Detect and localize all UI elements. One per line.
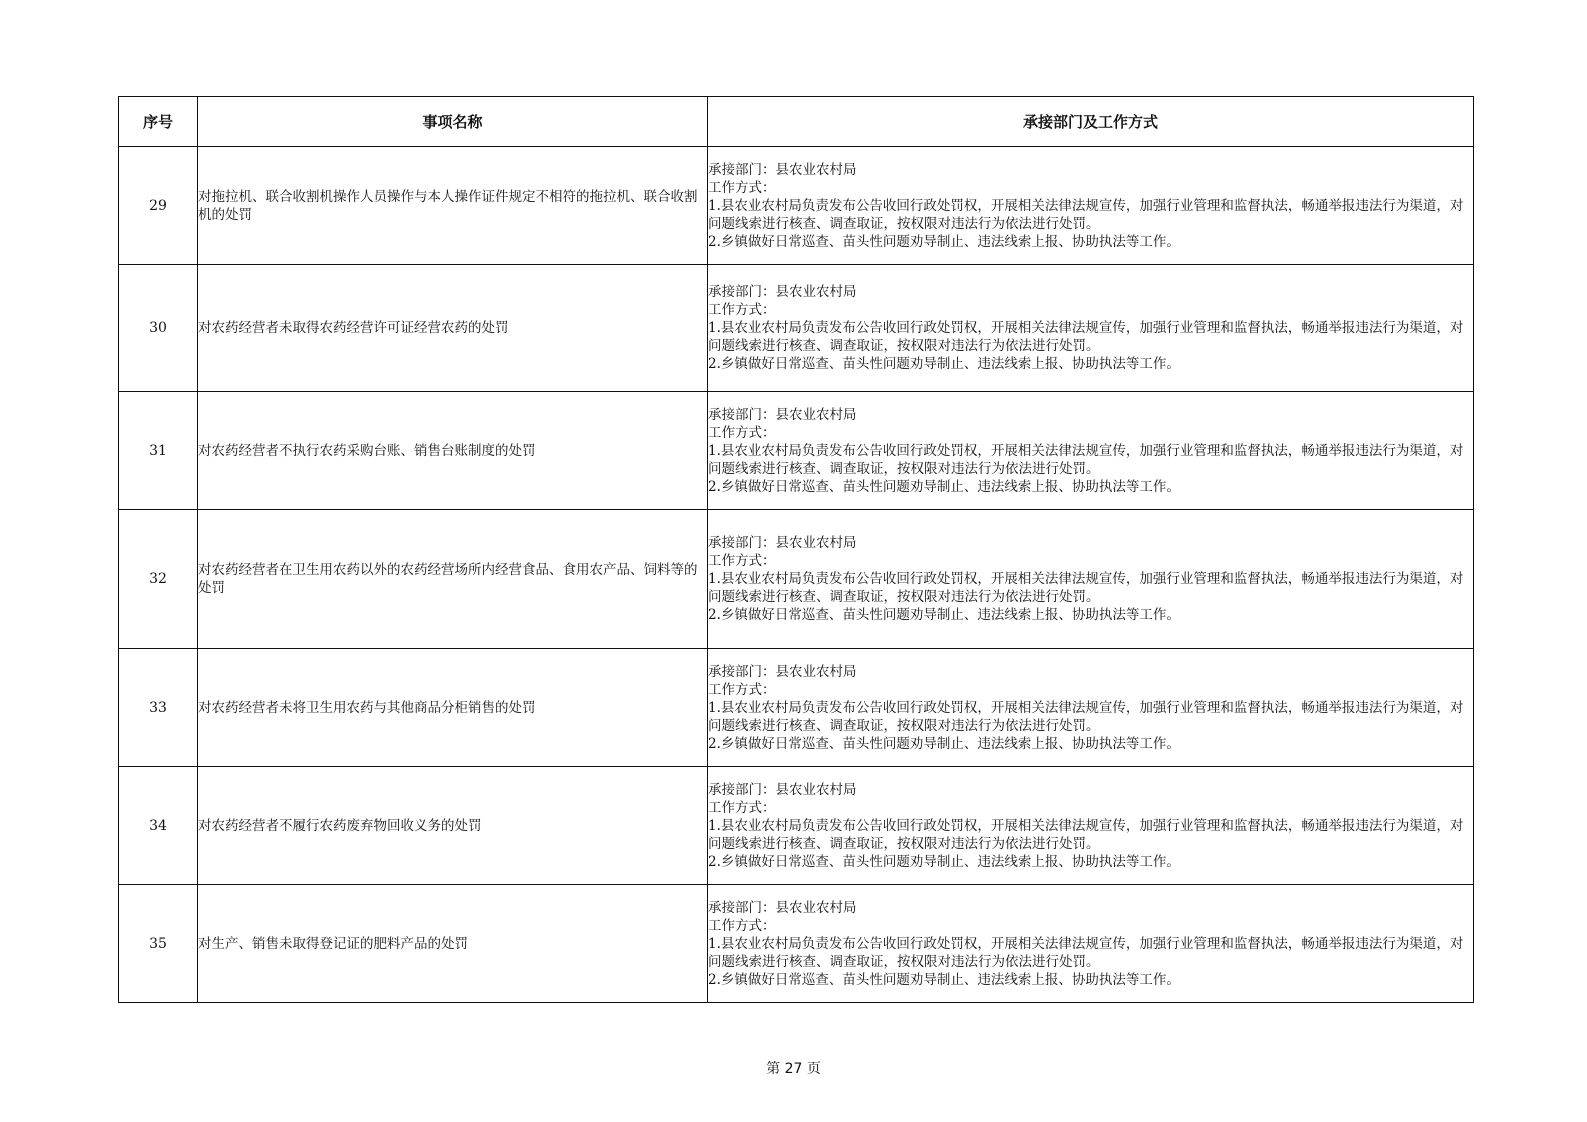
method-label: 工作方式： — [708, 681, 776, 698]
row-item-name: 对农药经营者未取得农药经营许可证经营农药的处罚 — [198, 265, 708, 392]
method-label: 工作方式： — [708, 917, 776, 934]
row-seq: 35 — [119, 885, 198, 1003]
header-seq: 序号 — [119, 97, 198, 147]
method-label: 工作方式： — [708, 553, 776, 569]
header-dept-method: 承接部门及工作方式 — [708, 97, 1474, 147]
method-step-1: 1.县农业农村局负责发布公告收回行政处罚权，开展相关法律法规宣传，加强行业管理和监督执法，畅通举报违法行为渠道，对问题线索进行核查、调查取证，按权限对违法行为依法进行处罚。 — [708, 442, 1464, 477]
row-seq: 33 — [119, 649, 198, 767]
row-seq: 30 — [119, 265, 198, 392]
row-item-name: 对拖拉机、联合收割机操作人员操作与本人操作证件规定不相符的拖拉机、联合收割机的处罚 — [198, 147, 708, 265]
dept-label: 承接部门：县农业农村局 — [708, 284, 857, 300]
dept-label: 承接部门：县农业农村局 — [708, 535, 857, 551]
method-step-1: 1.县农业农村局负责发布公告收回行政处罚权，开展相关法律法规宣传，加强行业管理和监督执法，畅通举报违法行为渠道，对问题线索进行核查、调查取证，按权限对违法行为依法进行处罚。 — [708, 935, 1464, 970]
dept-label: 承接部门：县农业农村局 — [708, 663, 857, 680]
method-step-2: 2.乡镇做好日常巡查、苗头性问题劝导制止、违法线索上报、协助执法等工作。 — [708, 735, 1180, 752]
page-number: 第 27 页 — [766, 1061, 821, 1077]
dept-label: 承接部门：县农业农村局 — [708, 406, 857, 423]
row-seq: 32 — [119, 510, 198, 649]
method-step-1: 1.县农业农村局负责发布公告收回行政处罚权，开展相关法律法规宣传，加强行业管理和监督执法，畅通举报违法行为渠道，对问题线索进行核查、调查取证，按权限对违法行为依法进行处罚。 — [708, 817, 1464, 852]
table-row — [119, 767, 1474, 885]
method-step-2: 2.乡镇做好日常巡查、苗头性问题劝导制止、违法线索上报、协助执法等工作。 — [708, 478, 1180, 495]
row-item-name: 对农药经营者不履行农药废弃物回收义务的处罚 — [198, 767, 708, 885]
row-item-name: 对生产、销售未取得登记证的肥料产品的处罚 — [198, 885, 708, 1003]
row-dept-method — [708, 767, 1474, 885]
method-step-1: 1.县农业农村局负责发布公告收回行政处罚权，开展相关法律法规宣传，加强行业管理和监督执法，畅通举报违法行为渠道，对问题线索进行核查、调查取证，按权限对违法行为依法进行处罚。 — [708, 571, 1464, 605]
table-row — [119, 147, 1474, 265]
dept-label: 承接部门：县农业农村局 — [708, 781, 857, 798]
row-dept-method — [708, 392, 1474, 510]
method-step-2: 2.乡镇做好日常巡查、苗头性问题劝导制止、违法线索上报、协助执法等工作。 — [708, 853, 1180, 870]
method-step-2: 2.乡镇做好日常巡查、苗头性问题劝导制止、违法线索上报、协助执法等工作。 — [708, 607, 1180, 623]
row-dept-method — [708, 649, 1474, 767]
table-header-row — [119, 97, 1474, 147]
method-label: 工作方式： — [708, 424, 776, 441]
items-table — [118, 96, 1474, 1003]
row-item-name: 对农药经营者在卫生用农药以外的农药经营场所内经营食品、食用农产品、饲料等的处罚 — [198, 510, 708, 649]
method-label: 工作方式： — [708, 799, 776, 816]
table-row — [119, 392, 1474, 510]
header-item-name: 事项名称 — [198, 97, 708, 147]
method-step-1: 1.县农业农村局负责发布公告收回行政处罚权，开展相关法律法规宣传，加强行业管理和监督执法，畅通举报违法行为渠道，对问题线索进行核查、调查取证，按权限对违法行为依法进行处罚。 — [708, 699, 1464, 734]
method-label: 工作方式： — [708, 302, 776, 318]
row-item-name: 对农药经营者未将卫生用农药与其他商品分柜销售的处罚 — [198, 649, 708, 767]
table-row — [119, 885, 1474, 1003]
method-label: 工作方式： — [708, 179, 776, 196]
method-step-2: 2.乡镇做好日常巡查、苗头性问题劝导制止、违法线索上报、协助执法等工作。 — [708, 356, 1180, 372]
row-dept-method — [708, 885, 1474, 1003]
row-dept-method — [708, 265, 1474, 392]
row-item-name: 对农药经营者不执行农药采购台账、销售台账制度的处罚 — [198, 392, 708, 510]
method-step-1: 1.县农业农村局负责发布公告收回行政处罚权，开展相关法律法规宣传，加强行业管理和监督执法，畅通举报违法行为渠道，对问题线索进行核查、调查取证，按权限对违法行为依法进行处罚。 — [708, 320, 1464, 354]
row-seq: 29 — [119, 147, 198, 265]
method-step-2: 2.乡镇做好日常巡查、苗头性问题劝导制止、违法线索上报、协助执法等工作。 — [708, 971, 1180, 988]
dept-label: 承接部门：县农业农村局 — [708, 899, 857, 916]
table-row — [119, 265, 1474, 392]
table-row — [119, 649, 1474, 767]
table-row — [119, 510, 1474, 649]
method-step-2: 2.乡镇做好日常巡查、苗头性问题劝导制止、违法线索上报、协助执法等工作。 — [708, 233, 1180, 250]
row-dept-method — [708, 147, 1474, 265]
dept-label: 承接部门：县农业农村局 — [708, 161, 857, 178]
method-step-1: 1.县农业农村局负责发布公告收回行政处罚权，开展相关法律法规宣传，加强行业管理和监督执法，畅通举报违法行为渠道，对问题线索进行核查、调查取证，按权限对违法行为依法进行处罚。 — [708, 197, 1464, 232]
row-seq: 34 — [119, 767, 198, 885]
row-seq: 31 — [119, 392, 198, 510]
row-dept-method — [708, 510, 1474, 649]
